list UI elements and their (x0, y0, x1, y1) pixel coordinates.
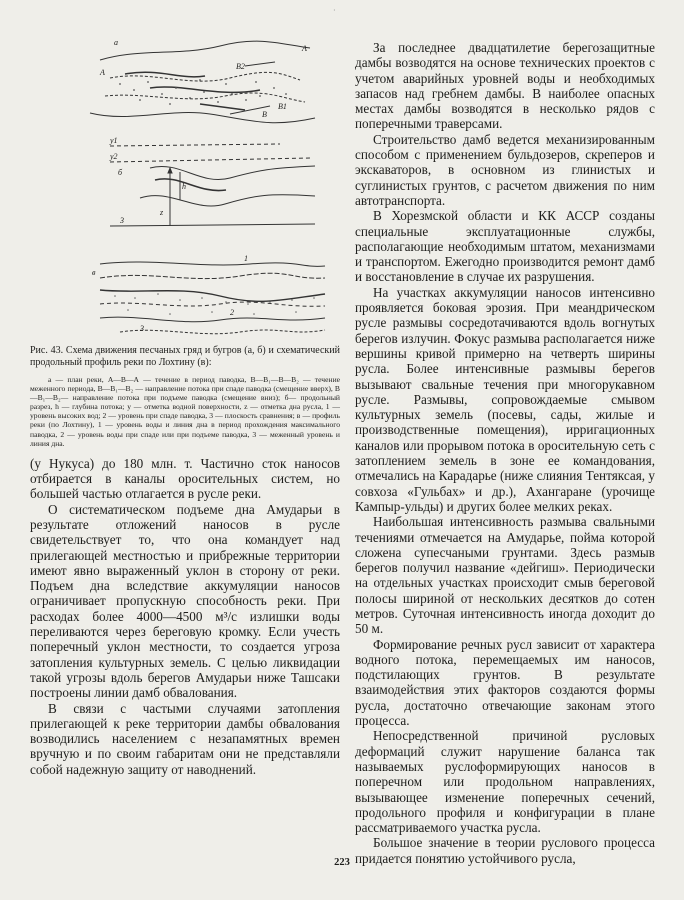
label-b: б (118, 168, 123, 177)
label-3-v: 3 (140, 324, 144, 333)
label-B: В (262, 110, 267, 119)
label-B2: В2 (236, 62, 245, 71)
left-column (30, 18, 340, 777)
paragraph: Наибольшая интенсивность размыва свальными течениями отмечается на Амударье, пойма которой сложена супесчаными грунтами. Здесь размыв берегов получил название «дейгиш». Периодически на отдельных участках происходит смыв береговой полосы шириной от нескольких десятков до сотен метров. Суточная интенсивность иногда доходит до 50 м. (355, 514, 655, 637)
paragraph: (у Нукуса) до 180 млн. т. Частично сток наносов отбирается в каналы оросительных систем, но большей частью отлагается в русле реки. (30, 455, 340, 502)
label-B1: В1 (278, 102, 287, 111)
paragraph: Большое значение в теории руслового процесса придается понятию устойчивого русла, (355, 835, 655, 866)
label-3-b: 3 (120, 216, 124, 225)
page-number: 223 (334, 857, 350, 868)
figure-diagram (30, 18, 330, 343)
paragraph: Непосредственной причиной русловых деформаций служит нарушение баланса так называемых руслоформирующих наносов в поперечном или продольном направлениях, вызывающее изменение поперечных сечений, продольного профиля и конфигурации в плане рассматриваемого участка русла. (355, 728, 655, 836)
paragraph: Строительство дамб ведется механизированным способом с применением бульдозеров, скреперов и экскаваторов, в основном из глинистых и суглинистых грунтов, с расчетом движения по ним автотранспорта. (355, 131, 655, 208)
label-z: z (160, 208, 164, 217)
right-column (355, 40, 655, 866)
label-1-v: 1 (244, 254, 248, 263)
label-2-v: 2 (230, 308, 234, 317)
label-A-left: А (100, 68, 105, 77)
left-body-text (30, 456, 340, 777)
paragraph: В Хорезмской области и КК АССР созданы специальные эксплуатационные службы, располагающие необходимым штатом, механизмами и транспортом. Ежегодно производится ремонт дамб и восстановление в случае их разрушения. (355, 208, 655, 285)
label-h: h (182, 182, 186, 191)
label-y1: у1 (110, 136, 118, 145)
label-A-right: А (302, 44, 307, 53)
paragraph: О систематическом подъеме дна Амударьи в результате отложений наносов в русле свидетельствует то, что она командует над прилегающей местностью и прибрежные территории имеют явно выраженный уклон в сторону от реки. Подъем дна вследствие аккумуляции наносов ограничивает пропускную способность реки. При расходах более 4000—4500 м³/с излишки воды переливаются через береговую кромку. Если учесть поперечный уклон местности, то создается угроза затопления культурных земель. С целью ликвидации такой угрозы вдоль берегов Амударьи ниже Ташсаки построены линии дамб обвалования. (30, 501, 340, 701)
page-mark: · (333, 6, 336, 15)
figure-43 (30, 18, 330, 343)
paragraph: Формирование речных русл зависит от характера водного потока, перемещаемых им наносов, подстилающих грунтов. В результате взаимодействия этих факторов создаются формы русла, достаточно отвечающие законам этого процесса. (355, 636, 655, 729)
label-v: в (92, 268, 96, 277)
panel-b-section (110, 144, 315, 226)
label-y2: у2 (110, 152, 118, 161)
figure-legend: а — план реки, А—В—А — течение в период паводка, В—В₁—В—В₂ — течение меженного периода, В—В₁—В₂ — направление потока при спаде паводка (смещение вверх), В—В₁—В₂— направление потока при подъеме паводка (смещение вниз); б— продольный разрез, h — глубина потока; у — отметка водной поверхности, z — отметка дна русла, 1 — уровень высоких вод; 2 — уровень при спаде паводка, 3 — плоскость сравнения; в — профиль реки (по Лохтину), 1 — уровень воды и линия дна в период прохождения максимального паводка, 2 — уровень воды при спаде или при подъеме паводка, 3 — меженный уровень и линия дна. (30, 375, 340, 448)
figure-caption: Рис. 43. Схема движения песчаных гряд и бугров (а, б) и схематический продольный профиль реки по Лохтину (в): (30, 345, 340, 368)
label-a: а (114, 38, 118, 47)
paragraph: За последнее двадцатилетие берегозащитные дамбы возводятся на основе технических проектов с учетом аварийных уровней воды и необходимых запасов над гребнем дамбы. В наиболее опасных местах дамбы возводятся в несколько рядов с поперечными траверсами. (355, 40, 655, 132)
paragraph: На участках аккумуляции наносов интенсивно проявляется боковая эрозия. При меандрическом русле размывы сосредотачиваются вдоль вогнутых берегов излучин. Фокус размыва располагается ниже вершины кривой примерно на четверть ширины русла. Более интенсивные размывы берегов вызывают свальные течения при многорукавном русле. Размывы, сопровождаемые смывом культурных земель (посевы, сады, жилые и производственные помещения), ирригационных каналов или прорывом потока в оросительную сеть с затоплением земель в зоне ее командования, отмечались на Карадарье (ниже слияния Тентяксая, у совхоза «Гульбах» и др.), Ахангаране (урочище Кампыр-ульды) и других более мелких реках. (355, 284, 655, 514)
panel-v-profile (100, 262, 325, 334)
paragraph: В связи с частыми случаями затопления прилегающей к реке территории дамбы обвалования возводились населением с незапамятных времен вручную и по своим габаритам они не представляли собой надежную защиту от наводнений. (30, 700, 340, 777)
